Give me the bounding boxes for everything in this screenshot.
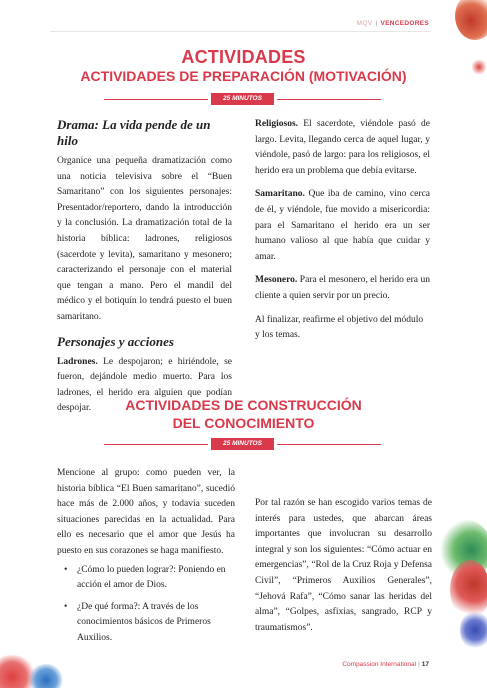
section2-title-line2: DEL CONOCIMIENTO xyxy=(172,415,315,431)
header-brand: MQV xyxy=(356,20,373,27)
drama-intro: Organice una pequeña dramatización como una noticia televisiva sobre el “Buen Samaritano” con los siguientes personajes: Presentador/reportero, dando la introducción y la conclusión. La dramatización total de la historia bíblica: ladrones, religiosos (sacerdote y levita), samaritano y mesonero; caracterizando el personaje con el material que tengan a mano. Pero el mandil del médico y el botiquín lo tendrá puesto el buen samaritano. xyxy=(57,156,232,322)
character-religiosos xyxy=(255,117,430,179)
section1-right-column xyxy=(255,117,430,352)
character-name: Mesonero. xyxy=(255,275,298,286)
character-text: Que iba de camino, vino cerca de él, y viéndole, fue movido a misericordia: para el Samaritano el herido era un ser humano valioso al que había que cuidar y amar. xyxy=(255,189,430,262)
question-list xyxy=(57,563,235,647)
title-divider-left xyxy=(104,444,208,445)
character-mesonero xyxy=(255,273,430,304)
header-divider xyxy=(50,31,431,32)
character-name: Samaritano. xyxy=(255,189,305,200)
drama-heading: Drama: La vida pende de un hilo xyxy=(57,117,211,148)
footer-separator: | xyxy=(418,661,420,668)
page-number: 17 xyxy=(421,661,429,668)
time-badge: 25 MINUTOS xyxy=(211,438,274,450)
decorative-paint-splash xyxy=(28,664,64,688)
section1-subtitle: ACTIVIDADES DE PREPARACIÓN (MOTIVACIÓN) xyxy=(80,68,407,84)
title-divider-right xyxy=(277,444,381,445)
section2-closing: Por tal razón se han escogido varios temas de interés para ustedes, que abarcan áreas importantes que involucran su desarrollo integral y son los siguientes: “Cómo actuar en emergencias”, “Rol de la Cruz Roja y Defensa Civil”, “Primeros Auxilios Generales”, “Jehová Rafa”, “Cómo sanar las heridas del alma”, “Golpes, asfixias, sangrado, RCP y traumatismos”. xyxy=(255,498,432,633)
section2-title-line1: ACTIVIDADES DE CONSTRUCCIÓN xyxy=(125,397,362,413)
list-item: • ¿Cómo lo pueden lograr?: Poniendo en acción el amor de Dios. xyxy=(57,563,235,594)
page-footer xyxy=(342,661,429,668)
time-badge: 25 MINUTOS xyxy=(211,93,274,105)
section2-intro: Mencione al grupo: como pueden ver, la historia bíblica “El Buen samaritano”, sucedió hace más de 2.000 años, y todavía suceden situaciones parecidas en la actualidad. Para ello es necesario que el amor que Jesús ha puesto en sus corazones se haga manifiesto. xyxy=(57,468,235,556)
character-name: Ladrones. xyxy=(57,356,98,367)
character-text: El sacerdote, viéndole pasó de largo. Levita, llegando cerca de aquel lugar, y viéndole, pasó de largo: para los religiosos, el herido era un problema que debía evitarse. xyxy=(255,119,430,176)
character-name: Religiosos. xyxy=(255,119,299,129)
section1-left-column xyxy=(57,117,232,417)
running-header xyxy=(357,20,429,27)
page-title: ACTIVIDADES xyxy=(181,47,306,67)
header-section: VENCEDORES xyxy=(380,20,429,27)
list-item: • ¿De qué forma?: A través de los conocimientos básicos de Primeros Auxilios. xyxy=(57,600,235,647)
conclusion-paragraph: Al finalizar, reafirme el objetivo del módulo y los temas. xyxy=(255,314,424,341)
decorative-paint-splash xyxy=(455,0,487,40)
characters-heading: Personajes y acciones xyxy=(57,333,174,349)
title-divider-left xyxy=(104,99,208,100)
character-text: Le despojaron; e hiriéndole, se fueron, dejándole medio muerto. Para los ladrones, el herido era alguien que podían despojar. xyxy=(57,356,232,414)
decorative-paint-splash xyxy=(460,610,487,650)
character-samaritano xyxy=(255,187,430,265)
title-divider-right xyxy=(277,99,381,100)
section2-right-column xyxy=(255,496,432,644)
header-separator: | xyxy=(375,20,378,27)
character-text: Para el mesonero, el herido era un cliente a quien servir por un precio. xyxy=(255,275,430,301)
footer-org: Compassion International xyxy=(342,661,417,668)
section2-left-column xyxy=(57,466,235,653)
